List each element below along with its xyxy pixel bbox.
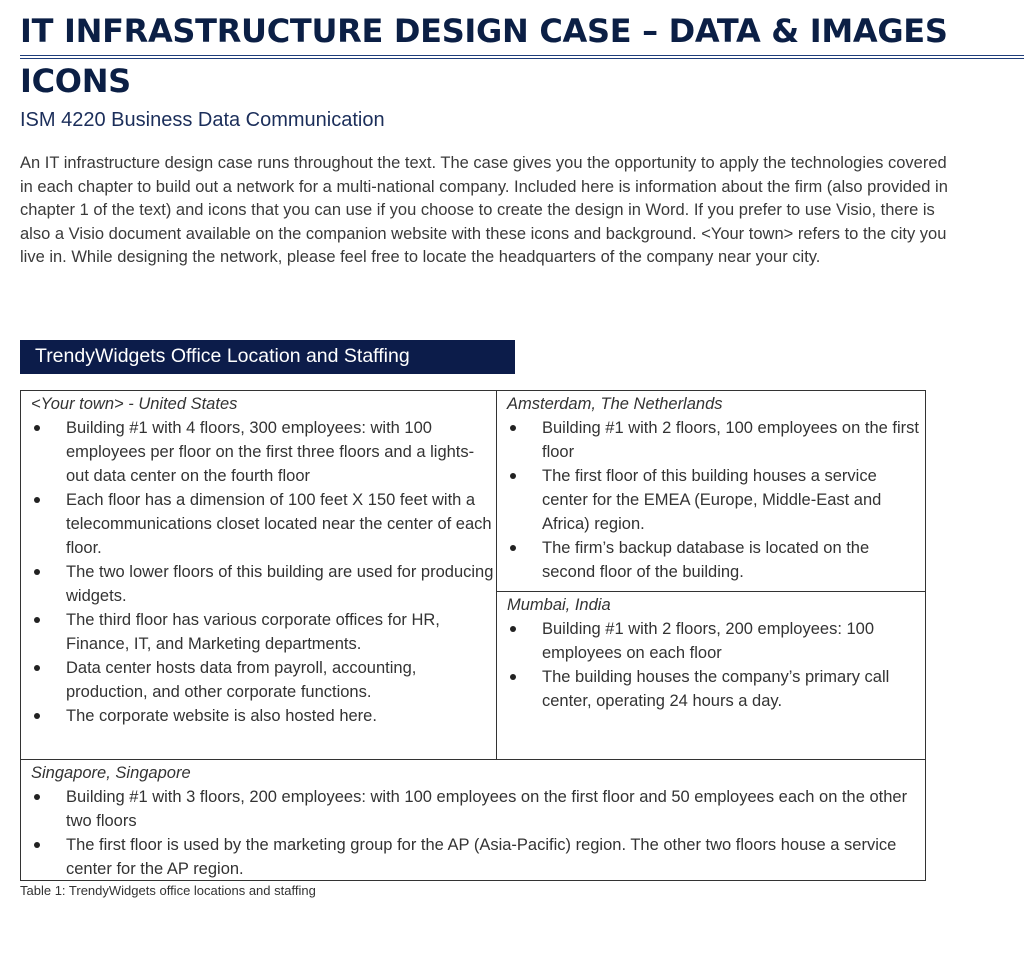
table-caption: Table 1: TrendyWidgets office locations and staffing <box>20 883 316 898</box>
bullet-list <box>21 416 496 728</box>
table-cell-singapore <box>21 759 925 880</box>
office-location-table <box>20 390 926 881</box>
document-subtitle: ISM 4220 Business Data Communication <box>20 109 385 131</box>
list-item: The first floor of this building houses a service center for the EMEA (Europe, Middle-East and Africa) region. <box>497 464 925 536</box>
bullet-list <box>497 416 925 584</box>
list-item: The first floor is used by the marketing group for the AP (Asia-Pacific) region. The other two floors house a service center for the AP region. <box>21 833 925 881</box>
list-item: Each floor has a dimension of 100 feet X 150 feet with a telecommunications closet located near the center of each floor. <box>21 488 496 560</box>
list-item: The third floor has various corporate offices for HR, Finance, IT, and Marketing departments. <box>21 608 496 656</box>
table-cell-united-states <box>21 391 497 759</box>
intro-paragraph: An IT infrastructure design case runs throughout the text. The case gives you the opportunity to apply the technologies covered in each chapter to build out a network for a multi-national company. Included here is information about the firm (also provided in chapter 1 of the text) and icons that you can use if you choose to create the design in Word. If you prefer to use Visio, there is also a Visio document available on the companion website with these icons and background. <Your town> refers to the city you live in. While designing the network, please feel free to locate the headquarters of the company near your city. <box>20 154 948 267</box>
title-divider <box>20 55 1024 59</box>
cell-heading: Singapore, Singapore <box>31 764 191 782</box>
bullet-list <box>21 785 925 881</box>
bullet-list <box>497 617 925 713</box>
cell-heading: <Your town> - United States <box>31 395 238 413</box>
document-title: IT INFRASTRUCTURE DESIGN CASE – DATA & IMAGES ICONS <box>20 12 948 100</box>
list-item: The building houses the company’s primary call center, operating 24 hours a day. <box>497 665 925 713</box>
cell-heading: Amsterdam, The Netherlands <box>507 395 723 413</box>
section-heading: TrendyWidgets Office Location and Staffing <box>20 340 515 374</box>
list-item: Building #1 with 4 floors, 300 employees: with 100 employees per floor on the first three floors and a lights-out data center on the fourth floor <box>21 416 496 488</box>
table-cell-mumbai <box>497 592 925 759</box>
list-item: Building #1 with 2 floors, 200 employees: 100 employees on each floor <box>497 617 925 665</box>
cell-heading: Mumbai, India <box>507 596 611 614</box>
list-item: Building #1 with 2 floors, 100 employees on the first floor <box>497 416 925 464</box>
list-item: The firm’s backup database is located on the second floor of the building. <box>497 536 925 584</box>
table-cell-amsterdam <box>497 391 925 592</box>
list-item: The two lower floors of this building are used for producing widgets. <box>21 560 496 608</box>
list-item: Data center hosts data from payroll, accounting, production, and other corporate functions. <box>21 656 496 704</box>
list-item: The corporate website is also hosted here. <box>21 704 496 728</box>
list-item: Building #1 with 3 floors, 200 employees: with 100 employees on the first floor and 50 employees each on the other two floors <box>21 785 925 833</box>
